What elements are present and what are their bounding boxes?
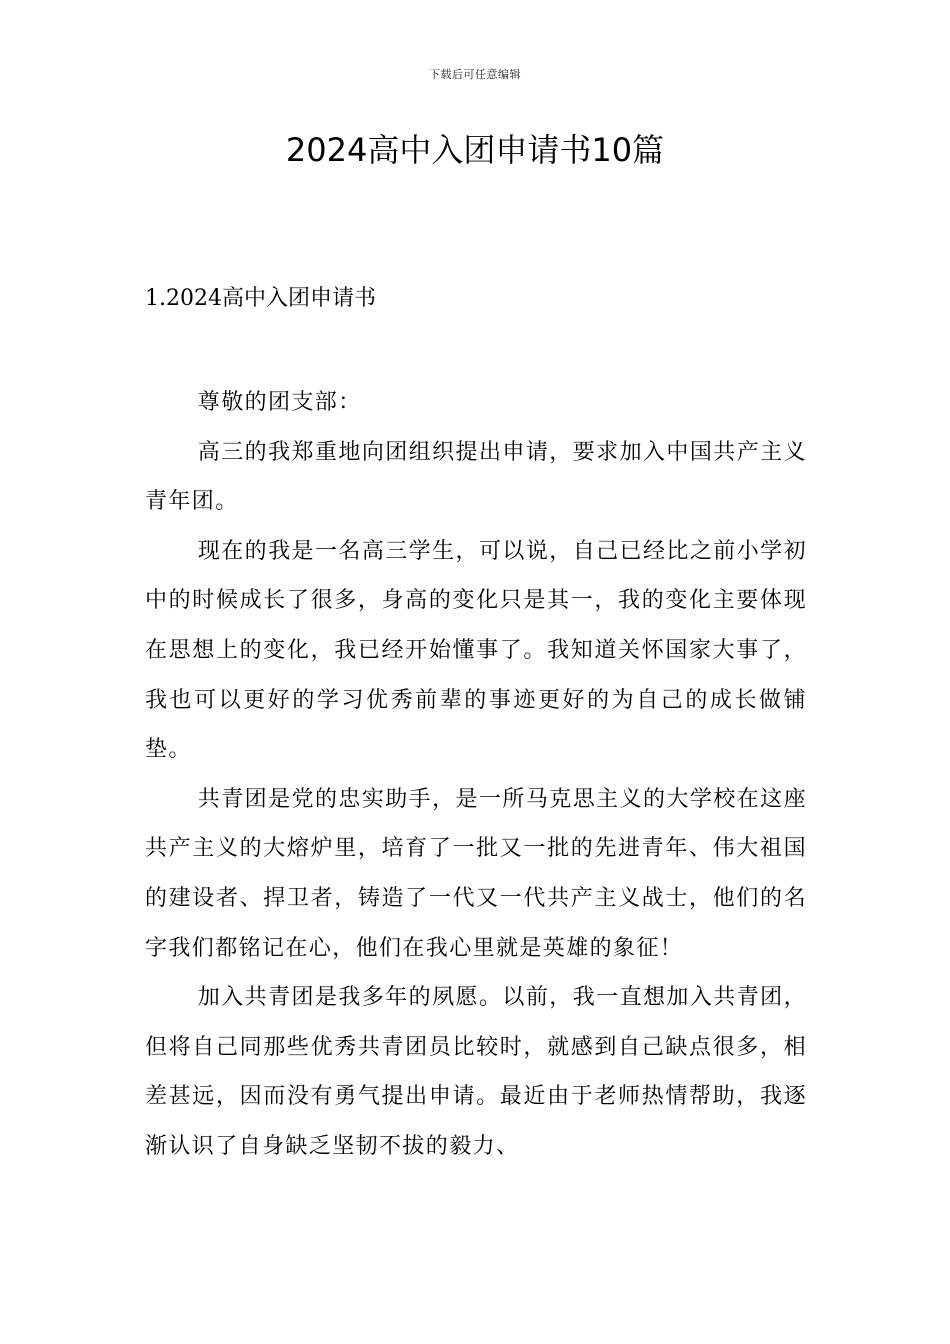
paragraph: 共青团是党的忠实助手，是一所马克思主义的大学校在这座共产主义的大熔炉里，培育了一批又一批的先进青年、伟大祖国的建设者、捍卫者，铸造了一代又一代共产主义战士，他们的名字我们都铭记在心，他们在我心里就是英雄的象征！ [145,786,807,961]
header-note: 下载后可任意编辑 [429,68,521,81]
paragraph: 高三的我郑重地向团组织提出申请，要求加入中国共产主义青年团。 [145,439,807,515]
paragraph: 现在的我是一名高三学生，可以说，自己已经比之前小学初中的时候成长了很多，身高的变化只是其一，我的变化主要体现在思想上的变化，我已经开始懂事了。我知道关怀国家大事了，我也可以更好的学习优秀前辈的事迹更好的为自己的成长做铺垫。 [145,538,807,763]
salutation: 尊敬的团支部： [197,390,362,415]
paragraph: 加入共青团是我多年的夙愿。以前，我一直想加入共青团，但将自己同那些优秀共青团员比较时，就感到自己缺点很多，相差甚远，因而没有勇气提出申请。最近由于老师热情帮助，我逐渐认识了自身缺乏坚韧不拔的毅力、 [145,985,807,1159]
document-title: 2024高中入团申请书10篇 [285,131,665,169]
body-text [145,378,807,1172]
section-heading: 1.2024高中入团申请书 [145,286,376,311]
